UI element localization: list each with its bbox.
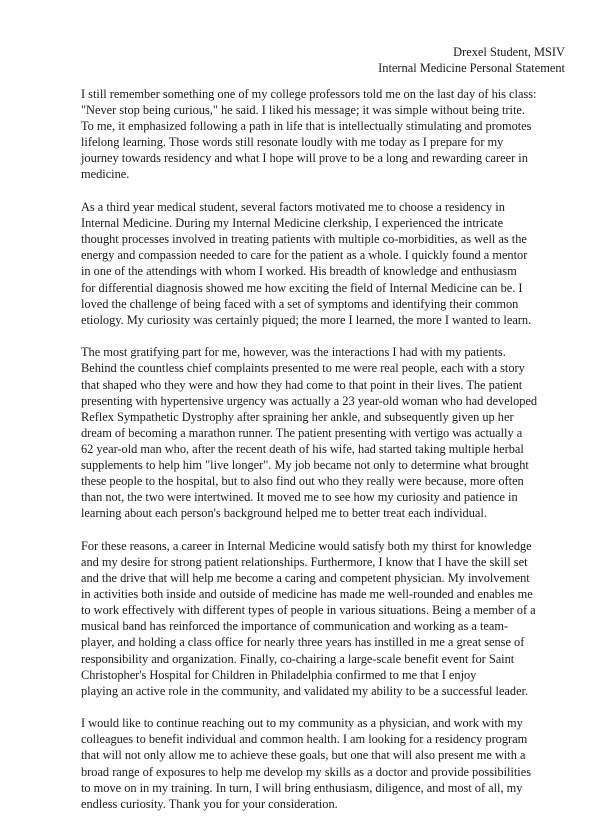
text-line: and the drive that will help me become a caring and competent physician. My involvement — [81, 571, 530, 586]
text-line: Behind the countless chief complaints presented to me were real people, each with a story — [81, 361, 525, 376]
text-line: that will not only allow me to achieve these goals, but one that will also present me with a — [81, 748, 526, 763]
text-line: dream of becoming a marathon runner. The patient presenting with vertigo was actually a — [81, 425, 523, 440]
document-header — [345, 44, 565, 76]
text-line: 62 year-old man who, after the recent death of his wife, had started taking multiple herbal — [81, 441, 524, 456]
text-line: colleagues to benefit individual and common health. I am looking for a residency program — [81, 732, 528, 747]
text-line: "Never stop being curious," he said. I liked his message; it was simple without being trite. — [81, 103, 525, 118]
text-line: to move on in my training. In turn, I will bring enthusiasm, diligence, and most of all, my — [81, 780, 523, 795]
text-line: Reflex Sympathetic Dystrophy after spraining her ankle, and subsequently given up her — [81, 409, 514, 424]
text-line: supplements to help him "live longer". My job became not only to determine what brought — [81, 457, 529, 472]
text-line: player, and holding a class office for nearly three years has instilled in me a great sense of — [81, 635, 525, 650]
paragraph-3 — [81, 344, 536, 521]
text-line: than not, the two were intertwined. It moved me to see how my curiosity and patience in — [81, 490, 518, 505]
text-line: I still remember something one of my college professors told me on the last day of his class: — [81, 87, 537, 101]
text-line: lifelong learning. Those words still resonate loudly with me today as I prepare for my — [81, 135, 504, 150]
document-title: Internal Medicine Personal Statement — [378, 61, 565, 76]
text-line: playing an active role in the community, and validated my ability to be a successful leader. — [81, 683, 529, 698]
text-line: etiology. My curiosity was certainly piqued; the more I learned, the more I wanted to learn. — [81, 312, 532, 327]
text-line: in activities both inside and outside of medicine has made me well-rounded and enables me — [81, 587, 533, 602]
text-line: The most gratifying part for me, however, was the interactions I had with my patients. — [81, 345, 506, 360]
text-line: to work effectively with different types of people in various situations. Being a member of a — [81, 603, 536, 618]
text-line: energy and compassion needed to care for the patient as a whole. I quickly found a mentor — [81, 248, 528, 263]
text-line: that shaped who they were and how they had come to that point in their lives. The patient — [81, 377, 523, 392]
text-line: musical band has reinforced the importance of communication and working as a team- — [81, 619, 509, 634]
author-line: Drexel Student, MSIV — [453, 45, 565, 59]
text-line: presenting with hypertensive urgency was actually a 23 year-old woman who had developed — [81, 393, 538, 408]
text-line: As a third year medical student, several factors motivated me to choose a residency in — [81, 200, 505, 215]
text-line: learning about each person's background helped me to better treat each individual. — [81, 506, 487, 521]
text-line: these people to the hospital, but to also find out who they really were because, more often — [81, 474, 524, 489]
text-line: medicine. — [81, 167, 130, 182]
paragraph-1 — [81, 86, 536, 183]
text-line: For these reasons, a career in Internal Medicine would satisfy both my thirst for knowledge — [81, 538, 532, 553]
text-line: journey towards residency and what I hope will prove to be a long and rewarding career in — [81, 151, 528, 166]
text-line: Internal Medicine. During my Internal Medicine clerkship, I experienced the intricate — [81, 216, 504, 231]
text-line: I would like to continue reaching out to my community as a physician, and work with my — [81, 716, 523, 731]
text-line: in one of the attendings with whom I worked. His breadth of knowledge and enthusiasm — [81, 264, 517, 279]
text-line: endless curiosity. Thank you for your consideration. — [81, 796, 338, 811]
text-line: for differential diagnosis showed me how exciting the field of Internal Medicine can be. I — [81, 280, 523, 295]
statement-body — [81, 86, 536, 828]
text-line: and my desire for strong patient relationships. Furthermore, I know that I have the skill set — [81, 554, 528, 569]
paragraph-4 — [81, 538, 536, 699]
text-line: Christopher's Hospital for Children in Philadelphia confirmed to me that I enjoy — [81, 667, 477, 682]
text-line: loved the challenge of being faced with a set of symptoms and identifying their common — [81, 296, 519, 311]
text-line: broad range of exposures to help me develop my skills as a doctor and provide possibilities — [81, 764, 531, 779]
text-line: To me, it emphasized following a path in life that is intellectually stimulating and promotes — [81, 119, 532, 134]
text-line: responsibility and organization. Finally, co-chairing a large-scale benefit event for Saint — [81, 651, 515, 666]
paragraph-2 — [81, 199, 536, 328]
text-line: thought processes involved in treating patients with multiple co-morbidities, as well as the — [81, 232, 527, 247]
